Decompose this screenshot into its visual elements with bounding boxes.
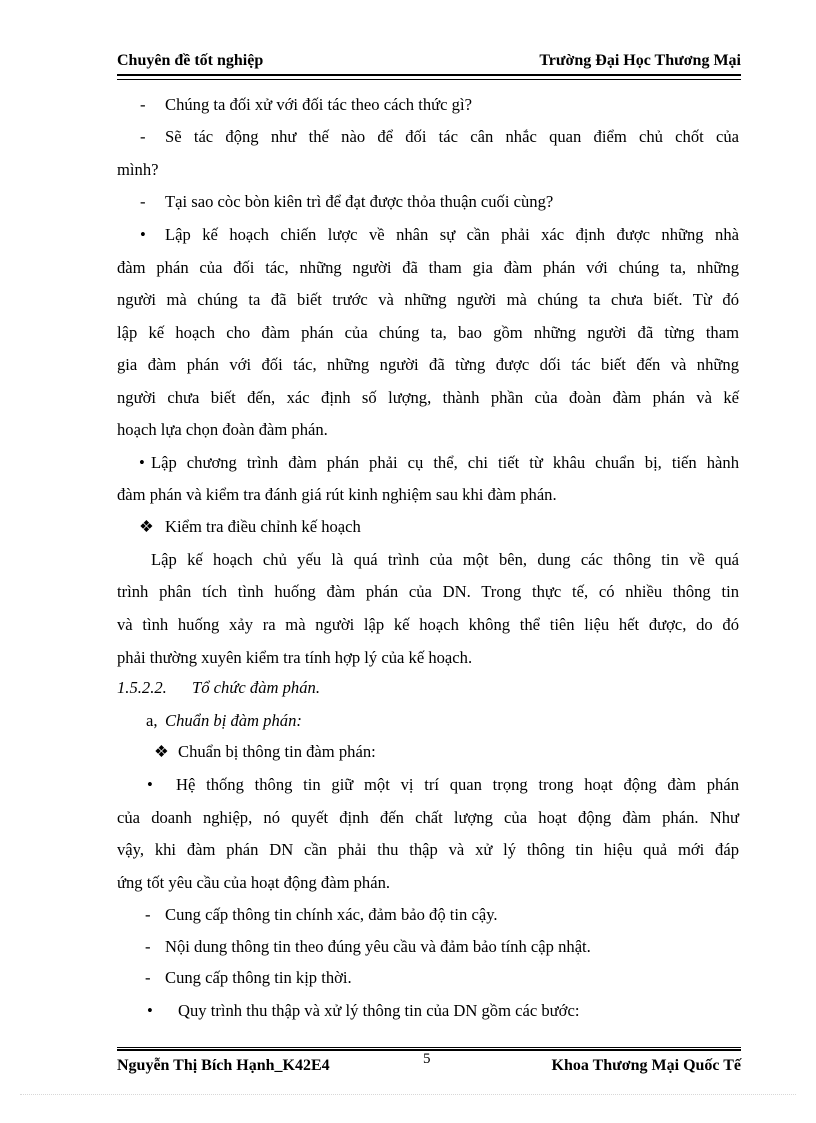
header-left: Chuyên đề tốt nghiệp	[117, 52, 264, 69]
dot-bullet: •	[147, 1001, 153, 1020]
dash-bullet: -	[140, 127, 146, 146]
line-text: Lập kế hoạch chủ yếu là quá trình của một bên, dung các thông tin về quá	[151, 550, 739, 569]
page-number: 5	[423, 1051, 431, 1067]
subsection-title: Chuẩn bị đàm phán:	[165, 711, 302, 730]
dash-bullet: -	[145, 937, 151, 956]
header-rule	[117, 79, 741, 80]
body-line: gia đàm phán với đối tác, những người đã từng được dối tác biết đến và những	[117, 355, 739, 374]
body-line: phải thường xuyên kiểm tra tính hợp lý của kế hoạch.	[117, 648, 473, 667]
body-line: người mà chúng ta đã biết trước và những người mà chúng ta chưa biết. Từ đó	[117, 290, 739, 309]
body-line: vậy, khi đàm phán DN cần phải thu thập và xử lý thông tin hiệu quả mới đáp	[117, 840, 739, 859]
footer-rule	[117, 1047, 741, 1048]
body-line: lập kế hoạch cho đàm phán của chúng ta, bao gồm những người đã từng tham	[117, 323, 739, 342]
footer-author: Nguyễn Thị Bích Hạnh_K42E4	[117, 1057, 330, 1074]
dash-bullet: -	[145, 968, 151, 987]
footer-department: Khoa Thương Mại Quốc Tế	[551, 1057, 741, 1074]
line-text: Tại sao còc bòn kiên trì để đạt được thỏa thuận cuối cùng?	[165, 192, 554, 211]
body-line: người chưa biết đến, xác định số lượng, thành phần của đoàn đàm phán và kế	[117, 388, 739, 407]
body-line: ứng tốt yêu cầu của hoạt động đàm phán.	[117, 873, 391, 892]
body-line: đàm phán và kiểm tra đánh giá rút kinh nghiệm sau khi đàm phán.	[117, 485, 557, 504]
line-text: Lập kế hoạch chiến lược về nhân sự cần phải xác định được những nhà	[165, 225, 739, 244]
diamond-bullet-icon: ❖	[139, 517, 154, 536]
line-text: Nội dung thông tin theo đúng yêu cầu và đảm bảo tính cập nhật.	[165, 937, 591, 956]
section-number: 1.5.2.2.	[117, 678, 167, 697]
dot-bullet: •	[140, 225, 146, 244]
line-text: Hệ thống thông tin giữ một vị trí quan trọng trong hoạt động đàm phán	[176, 775, 739, 794]
line-text: Kiểm tra điều chỉnh kế hoạch	[165, 517, 361, 536]
header-right: Trường Đại Học Thương Mại	[539, 52, 741, 69]
dash-bullet: -	[145, 905, 151, 924]
page-header	[117, 50, 741, 76]
line-text: Sẽ tác động như thế nào để đối tác cân nhắc quan điểm chủ chốt của	[165, 127, 739, 146]
body-line: đàm phán của đối tác, những người đã tham gia đàm phán với chúng ta, những	[117, 258, 739, 277]
dash-bullet: -	[140, 95, 146, 114]
body-line: hoạch lựa chọn đoàn đàm phán.	[117, 420, 328, 439]
page-bottom-divider	[20, 1094, 796, 1095]
line-text: Chuẩn bị thông tin đàm phán:	[178, 742, 376, 761]
line-text: Chúng ta đối xử với đối tác theo cách thức gì?	[165, 95, 472, 114]
dot-bullet: •	[147, 775, 153, 794]
dot-bullet: •	[139, 453, 145, 472]
diamond-bullet-icon: ❖	[154, 742, 169, 761]
page-footer	[117, 1049, 741, 1075]
line-text: Quy trình thu thập và xử lý thông tin của DN gồm các bước:	[178, 1001, 580, 1020]
dash-bullet: -	[140, 192, 146, 211]
section-title: Tổ chức đàm phán.	[192, 678, 320, 697]
body-line: và tình huống xảy ra mà người lập kế hoạch không thể tiên liệu hết được, do đó	[117, 615, 739, 634]
line-text: Lập chương trình đàm phán phải cụ thể, chi tiết từ khâu chuẩn bị, tiến hành	[151, 453, 739, 472]
subsection-prefix: a,	[146, 711, 158, 730]
body-line: mình?	[117, 160, 159, 179]
line-text: Cung cấp thông tin kịp thời.	[165, 968, 352, 987]
body-line: trình phân tích tình huống đàm phán của DN. Trong thực tế, có nhiều thông tin	[117, 582, 739, 601]
line-text: Cung cấp thông tin chính xác, đảm bảo độ tin cậy.	[165, 905, 498, 924]
body-line: của doanh nghiệp, nó quyết định đến chất lượng của hoạt động đàm phán. Như	[117, 808, 739, 827]
